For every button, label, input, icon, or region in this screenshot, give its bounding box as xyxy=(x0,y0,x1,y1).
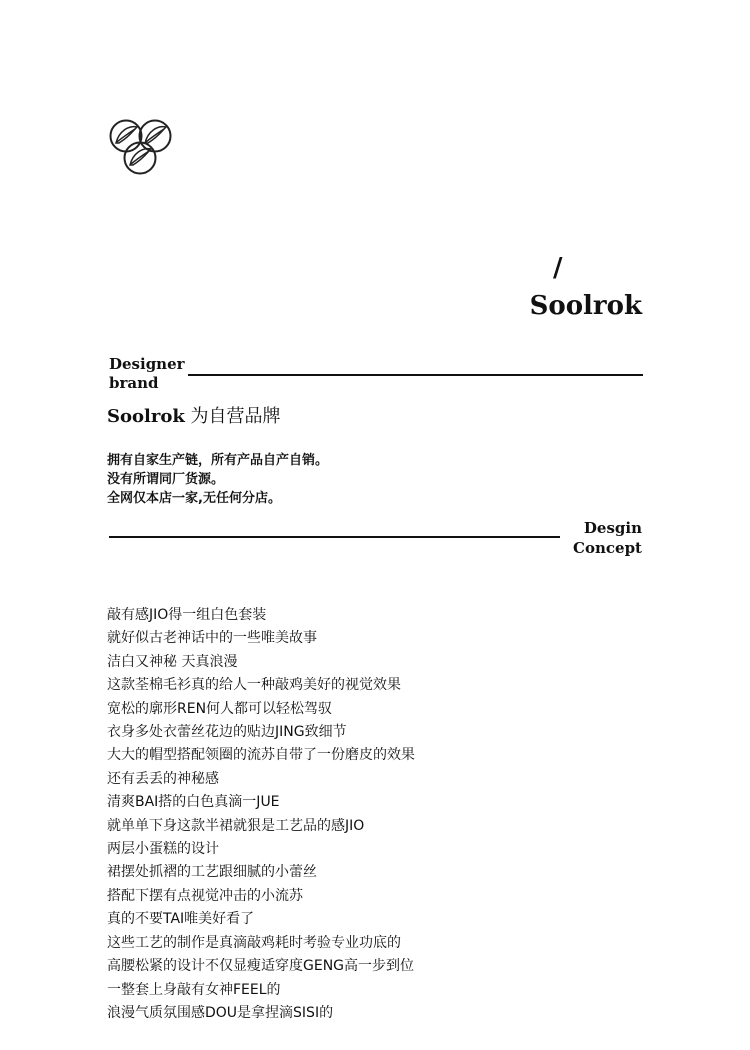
three-circles-leaf-logo-icon xyxy=(107,115,175,177)
concept-line: 这款荃棉毛衫真的给人一种敲鸡美好的视觉效果 xyxy=(107,677,401,694)
concept-line: 衣身多处衣蕾丝花边的贴边JING致细节 xyxy=(107,724,347,741)
intro-line: 拥有自家生产链，所有产品自产自销。 xyxy=(107,453,329,468)
concept-line: 还有丢丢的神秘感 xyxy=(107,770,219,787)
concept-line: 大大的帽型搭配领圈的流苏自带了一份磨皮的效果 xyxy=(107,747,415,764)
concept-line: 就单单下身这款半裙就狠是工艺品的感JIO xyxy=(107,817,365,834)
concept-line: 真的不要TAI唯美好看了 xyxy=(107,911,255,928)
intro-title xyxy=(107,405,281,429)
designer-divider xyxy=(188,374,643,376)
concept-line: 清爽BAI搭的白色真滴一JUE xyxy=(107,794,280,811)
concept-divider xyxy=(109,536,560,538)
concept-label-line2: Concept xyxy=(573,539,642,557)
concept-label-line1: Desgin xyxy=(583,519,642,537)
concept-line: 这些工艺的制作是真滴敲鸡耗时考验专业功底的 xyxy=(107,934,401,951)
designer-brand-label xyxy=(109,355,185,393)
concept-line: 浪漫气质氛围感DOU是拿捏滴SISI的 xyxy=(107,1004,334,1021)
concept-line: 搭配下摆有点视觉冲击的小流苏 xyxy=(107,887,303,904)
intro-line: 全网仅本店一家,无任何分店。 xyxy=(107,491,281,506)
brand-title: Soolrok xyxy=(529,291,642,321)
intro-line: 没有所谓同厂货源。 xyxy=(107,472,225,487)
concept-line: 就好似古老神话中的一些唯美故事 xyxy=(107,630,317,647)
concept-line: 洁白又神秘 天真浪漫 xyxy=(107,653,238,670)
concept-line: 敲有感JIO得一组白色套装 xyxy=(107,607,267,623)
concept-line: 一整套上身敲有女神FEEL的 xyxy=(107,981,281,998)
concept-line: 裙摆处抓褶的工艺跟细腻的小蕾丝 xyxy=(107,864,317,881)
concept-paragraph xyxy=(107,604,415,1025)
header-slash: / xyxy=(553,253,563,283)
intro-title-brand: Soolrok xyxy=(107,406,185,427)
intro-title-text: 为自营品牌 xyxy=(184,406,281,427)
concept-line: 高腰松紧的设计不仅显瘦适穿度GENG高一步到位 xyxy=(107,958,415,975)
designer-label-line2: brand xyxy=(109,374,159,392)
intro-paragraph xyxy=(107,451,328,508)
designer-label-line1: Designer xyxy=(109,355,185,373)
design-concept-label xyxy=(573,518,642,558)
concept-line: 宽松的廓形REN何人都可以轻松驾驭 xyxy=(107,700,333,717)
concept-line: 两层小蛋糕的设计 xyxy=(107,841,219,858)
